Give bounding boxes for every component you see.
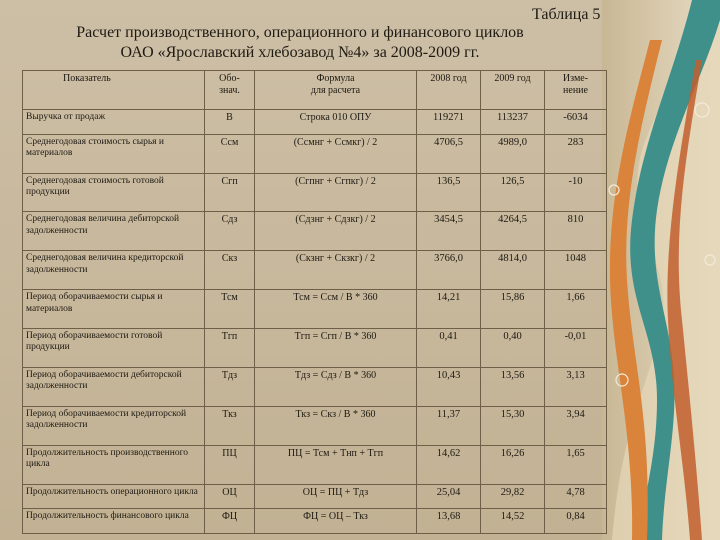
cell-2008: 14,62: [417, 445, 481, 484]
cell-change: 1,65: [545, 445, 607, 484]
cell-formula: Тдз = Сдз / В * 360: [255, 367, 417, 406]
cell-2008: 4706,5: [417, 134, 481, 173]
decorative-ribbon-art: [602, 0, 720, 540]
header-2008: 2008 год: [417, 71, 481, 110]
cell-change: 1048: [545, 251, 607, 290]
cell-symbol: ПЦ: [205, 445, 255, 484]
cell-2008: 14,21: [417, 290, 481, 329]
cell-symbol: Сгп: [205, 173, 255, 212]
cell-change: 810: [545, 212, 607, 251]
cell-indicator: Продолжительность производственного цикла: [23, 445, 205, 484]
cell-2008: 3454,5: [417, 212, 481, 251]
cell-change: 283: [545, 134, 607, 173]
cell-change: -0,01: [545, 329, 607, 368]
cell-formula: Тгп = Сгп / В * 360: [255, 329, 417, 368]
cell-symbol: Тсм: [205, 290, 255, 329]
header-change: Изме- нение: [545, 71, 607, 110]
table-row: [23, 367, 607, 406]
cell-2009: 29,82: [481, 484, 545, 509]
cell-formula: ОЦ = ПЦ + Тдз: [255, 484, 417, 509]
cell-2009: 4264,5: [481, 212, 545, 251]
cell-2008: 13,68: [417, 509, 481, 534]
table-row: [23, 509, 607, 534]
header-2009: 2009 год: [481, 71, 545, 110]
cell-formula: (Сдзнг + Сдзкг) / 2: [255, 212, 417, 251]
cell-symbol: ФЦ: [205, 509, 255, 534]
header-row: [23, 71, 607, 110]
table-row: [23, 110, 607, 135]
cell-2009: 126,5: [481, 173, 545, 212]
cell-indicator: Период оборачиваемости сырья и материалов: [23, 290, 205, 329]
cell-2009: 14,52: [481, 509, 545, 534]
table-row: [23, 212, 607, 251]
cell-change: 3,94: [545, 406, 607, 445]
cell-change: -6034: [545, 110, 607, 135]
table-row: [23, 134, 607, 173]
cell-formula: Тсм = Ссм / В * 360: [255, 290, 417, 329]
cell-indicator: Период оборачиваемости готовой продукции: [23, 329, 205, 368]
cell-2008: 119271: [417, 110, 481, 135]
cell-formula: (Сгпнг + Сгпкг) / 2: [255, 173, 417, 212]
cell-symbol: Тдз: [205, 367, 255, 406]
slide-heading: [0, 0, 720, 70]
cell-2009: 16,26: [481, 445, 545, 484]
cell-2009: 15,86: [481, 290, 545, 329]
cell-2008: 10,43: [417, 367, 481, 406]
table-title-line-2: ОАО «Ярославский хлебозавод №4» за 2008-2009 гг.: [120, 44, 480, 61]
cell-2008: 25,04: [417, 484, 481, 509]
cell-indicator: Выручка от продаж: [23, 110, 205, 135]
header-indicator: Показатель: [23, 71, 205, 110]
table-number: Таблица 5: [532, 6, 601, 23]
table-header: [23, 71, 607, 110]
cell-formula: ФЦ = ОЦ – Ткз: [255, 509, 417, 534]
cell-change: 1,66: [545, 290, 607, 329]
table-row: [23, 251, 607, 290]
cell-indicator: Среднегодовая стоимость сырья и материалов: [23, 134, 205, 173]
cell-symbol: Скз: [205, 251, 255, 290]
cell-change: 3,13: [545, 367, 607, 406]
table-row: [23, 329, 607, 368]
cell-change: 0,84: [545, 509, 607, 534]
cell-2008: 3766,0: [417, 251, 481, 290]
cell-symbol: Сдз: [205, 212, 255, 251]
table-row: [23, 173, 607, 212]
cell-indicator: Среднегодовая величина дебиторской задолженности: [23, 212, 205, 251]
table-row: [23, 290, 607, 329]
cell-symbol: Ткз: [205, 406, 255, 445]
cell-indicator: Среднегодовая величина кредиторской задолженности: [23, 251, 205, 290]
cell-2008: 11,37: [417, 406, 481, 445]
cell-symbol: Ссм: [205, 134, 255, 173]
cell-2009: 0,40: [481, 329, 545, 368]
cell-2008: 0,41: [417, 329, 481, 368]
header-symbol: Обо- знач.: [205, 71, 255, 110]
cell-indicator: Период оборачиваемости кредиторской задолженности: [23, 406, 205, 445]
table-row: [23, 445, 607, 484]
table-title-line-1: Расчет производственного, операционного и финансового циклов: [76, 24, 524, 41]
cell-symbol: В: [205, 110, 255, 135]
cell-symbol: ОЦ: [205, 484, 255, 509]
cell-indicator: Период оборачиваемости дебиторской задолженности: [23, 367, 205, 406]
cell-formula: (Ссмнг + Ссмкг) / 2: [255, 134, 417, 173]
cell-symbol: Тгп: [205, 329, 255, 368]
cell-indicator: Продолжительность финансового цикла: [23, 509, 205, 534]
cell-formula: Ткз = Скз / В * 360: [255, 406, 417, 445]
cell-2009: 13,56: [481, 367, 545, 406]
cell-change: 4,78: [545, 484, 607, 509]
cell-indicator: Среднегодовая стоимость готовой продукции: [23, 173, 205, 212]
cell-2009: 15,30: [481, 406, 545, 445]
cell-2009: 113237: [481, 110, 545, 135]
header-formula: Формула для расчета: [255, 71, 417, 110]
table-row: [23, 484, 607, 509]
cell-formula: Строка 010 ОПУ: [255, 110, 417, 135]
cell-2009: 4989,0: [481, 134, 545, 173]
table-row: [23, 406, 607, 445]
cell-formula: (Скзнг + Скзкг) / 2: [255, 251, 417, 290]
cell-change: -10: [545, 173, 607, 212]
cell-formula: ПЦ = Тсм + Тнп + Тгп: [255, 445, 417, 484]
cycles-calculation-table: [22, 70, 607, 534]
cell-2008: 136,5: [417, 173, 481, 212]
cell-2009: 4814,0: [481, 251, 545, 290]
cell-indicator: Продолжительность операционного цикла: [23, 484, 205, 509]
table-body: [23, 110, 607, 534]
